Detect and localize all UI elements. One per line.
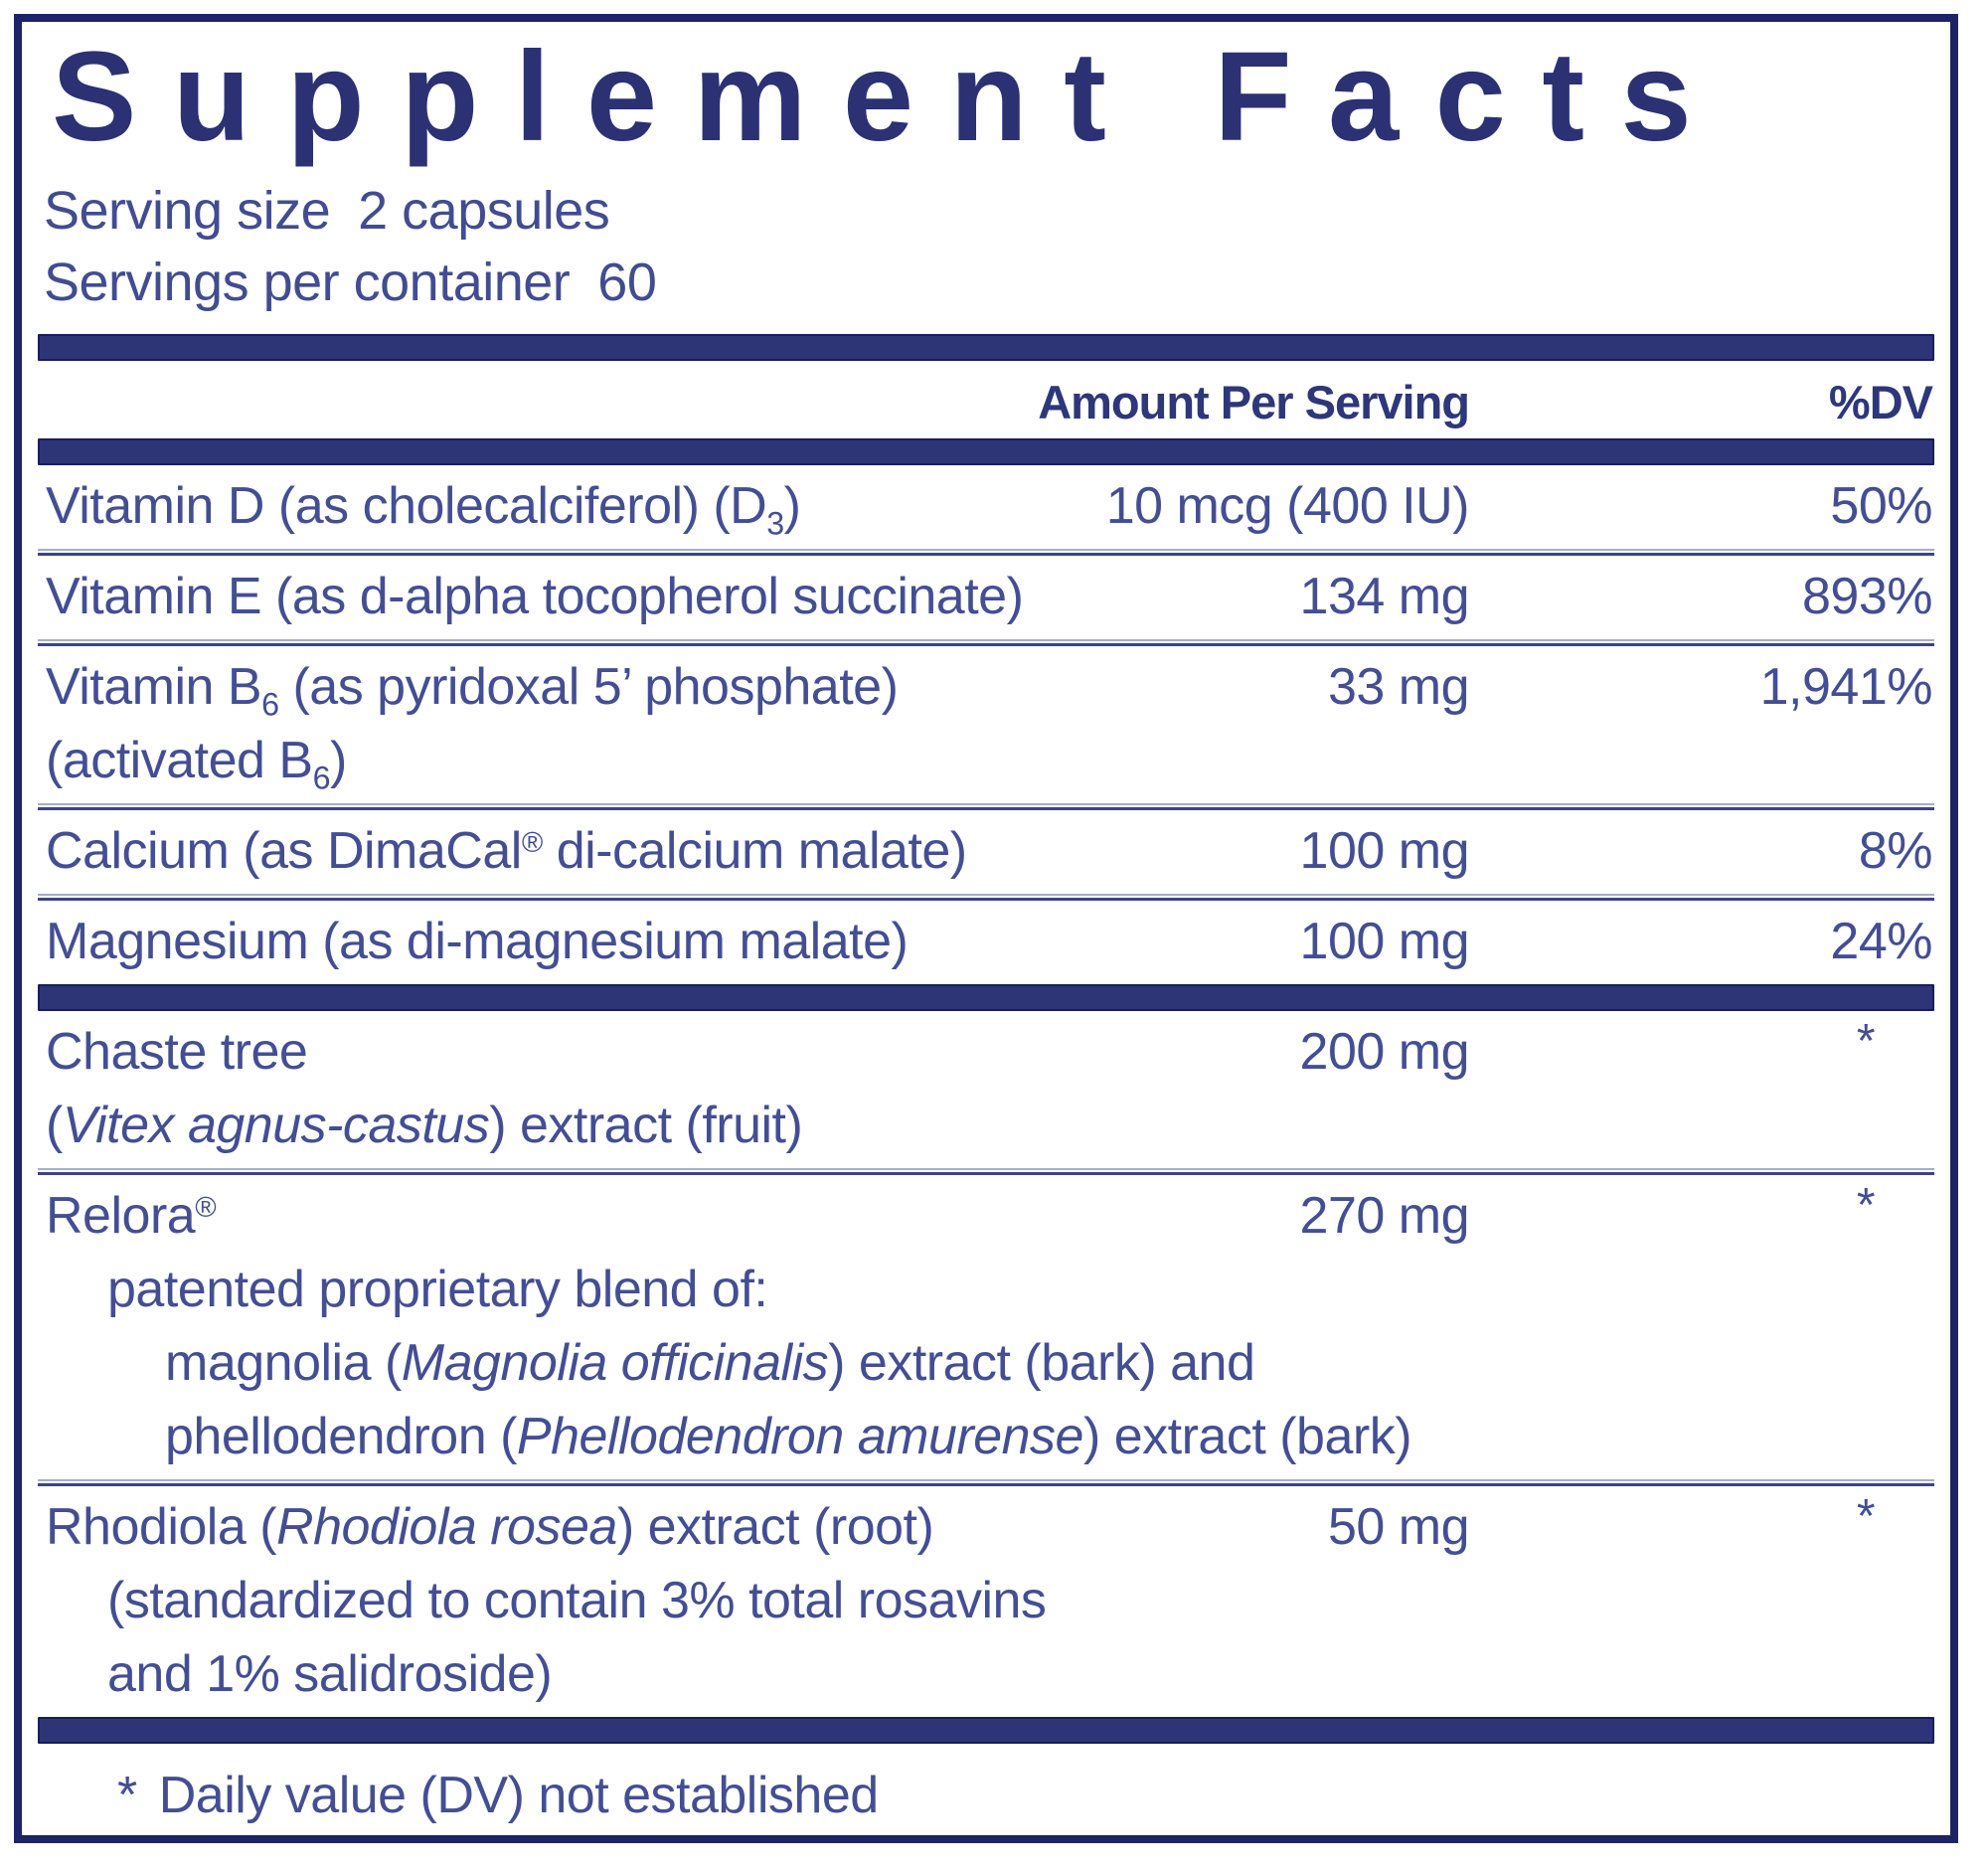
ingredient-dv-asterisk: * [1856, 1015, 1875, 1068]
ingredient-row-vitamin-d [38, 465, 1934, 549]
ingredient-amount: 134 mg [1299, 568, 1469, 625]
registered-mark: ® [521, 826, 543, 859]
ingredient-row-vitamin-b6 [38, 646, 1934, 803]
ingredient-dv: 1,941% [1759, 658, 1932, 716]
ingredient-name [46, 1015, 1934, 1089]
registered-mark: ® [195, 1191, 217, 1224]
ingredient-amount: 100 mg [1299, 913, 1469, 970]
ingredient-name [46, 1490, 1934, 1564]
ingredient-name [46, 650, 1934, 724]
amount-per-serving-header: Amount Per Serving [1038, 376, 1469, 428]
standardization-note [46, 1564, 1934, 1637]
ingredient-amount: 10 mcg (400 IU) [1105, 477, 1469, 535]
ingredient-dv: 893% [1802, 568, 1932, 625]
name-text: ) [783, 477, 801, 535]
name-text: Vitamin B [46, 658, 262, 716]
name-text: Vitamin D (as cholecalciferol) (D [46, 477, 767, 535]
ingredient-name [46, 814, 1934, 888]
ingredient-amount: 100 mg [1299, 822, 1469, 880]
ingredient-row-relora [38, 1175, 1934, 1479]
ingredient-dv: 50% [1830, 477, 1932, 535]
name-text: Calcium (as DimaCal [46, 822, 522, 880]
ingredient-name [46, 560, 1934, 633]
name-text: magnolia ( [165, 1334, 402, 1392]
page-title: Supplement Facts [52, 26, 1729, 168]
latin-name: Vitex agnus-castus [62, 1097, 490, 1154]
ingredient-dv: 8% [1858, 822, 1932, 880]
name-text: ) [330, 732, 347, 789]
name-text: Chaste tree [46, 1023, 308, 1081]
ingredient-dv-asterisk: * [1856, 1179, 1875, 1232]
name-text: patented proprietary blend of: [107, 1261, 768, 1318]
subscript: 6 [312, 760, 331, 796]
latin-name: Phellodendron amurense [516, 1408, 1083, 1465]
serving-size-value: 2 capsules [358, 181, 610, 241]
servings-per-container-label: Servings per container [44, 253, 571, 312]
servings-per-container-value: 60 [597, 253, 657, 312]
ingredient-amount: 270 mg [1299, 1187, 1469, 1245]
ingredient-amount: 200 mg [1299, 1023, 1469, 1081]
row-separator [38, 1168, 1934, 1175]
ingredient-dv: 24% [1830, 913, 1932, 970]
name-text: Rhodiola ( [46, 1498, 277, 1556]
name-text: Vitamin E (as d-alpha tocopherol succinate) [46, 568, 1024, 625]
name-text: ) extract (bark) and [828, 1334, 1255, 1392]
subscript: 3 [766, 505, 784, 542]
name-text: ) extract (root) [616, 1498, 934, 1556]
name-text: ( [46, 1097, 63, 1154]
ingredient-name [46, 1179, 1934, 1253]
name-text: Magnesium (as di-magnesium malate) [46, 913, 909, 970]
section-divider-bar [38, 984, 1934, 1011]
name-text: phellodendron ( [165, 1408, 517, 1465]
ingredient-amount: 50 mg [1327, 1498, 1469, 1556]
name-text: ) extract (fruit) [489, 1097, 803, 1154]
blend-description [46, 1253, 1934, 1326]
footnote [38, 1744, 1934, 1827]
name-text: (standardized to contain 3% total rosavins [107, 1572, 1047, 1629]
name-text: (as pyridoxal 5’ phosphate) [278, 658, 899, 716]
serving-info [44, 175, 1934, 318]
dv-header: %DV [1828, 376, 1932, 428]
ingredient-row-chaste-tree [38, 1011, 1934, 1168]
serving-size-label: Serving size [44, 181, 331, 241]
column-headers [38, 361, 1934, 438]
latin-name: Rhodiola rosea [276, 1498, 617, 1556]
supplement-facts-panel [14, 14, 1958, 1843]
ingredient-row-rhodiola [38, 1486, 1934, 1717]
header-top-bar [38, 334, 1934, 361]
footnote-asterisk: * [117, 1767, 137, 1824]
row-separator [38, 1479, 1934, 1486]
ingredient-name [46, 469, 1934, 543]
ingredient-name [46, 905, 1934, 978]
ingredient-row-vitamin-e [38, 556, 1934, 639]
subscript: 6 [261, 686, 279, 723]
servings-per-container-line [44, 247, 1934, 318]
footnote-text: Daily value (DV) not established [158, 1767, 879, 1824]
row-separator [38, 894, 1934, 901]
row-separator [38, 549, 1934, 556]
blend-component [46, 1400, 1934, 1473]
name-text: di-calcium malate) [542, 822, 967, 880]
latin-name: Magnolia officinalis [401, 1334, 829, 1392]
row-separator [38, 803, 1934, 810]
ingredient-row-magnesium [38, 901, 1934, 984]
serving-size-line [44, 175, 1934, 247]
ingredient-name-continued [46, 724, 1934, 797]
ingredient-amount: 33 mg [1327, 658, 1469, 716]
footer-bar [38, 1717, 1934, 1744]
header-bottom-bar [38, 438, 1934, 465]
name-text: Relora [46, 1187, 196, 1245]
ingredient-dv-asterisk: * [1856, 1490, 1875, 1543]
blend-component [46, 1326, 1934, 1400]
name-text: (activated B [46, 732, 313, 789]
row-separator [38, 639, 1934, 646]
name-text: ) extract (bark) [1082, 1408, 1412, 1465]
ingredient-row-calcium [38, 810, 1934, 894]
ingredient-name-continued [46, 1089, 1934, 1162]
name-text: and 1% salidroside) [107, 1645, 553, 1703]
standardization-note-continued [46, 1637, 1934, 1711]
